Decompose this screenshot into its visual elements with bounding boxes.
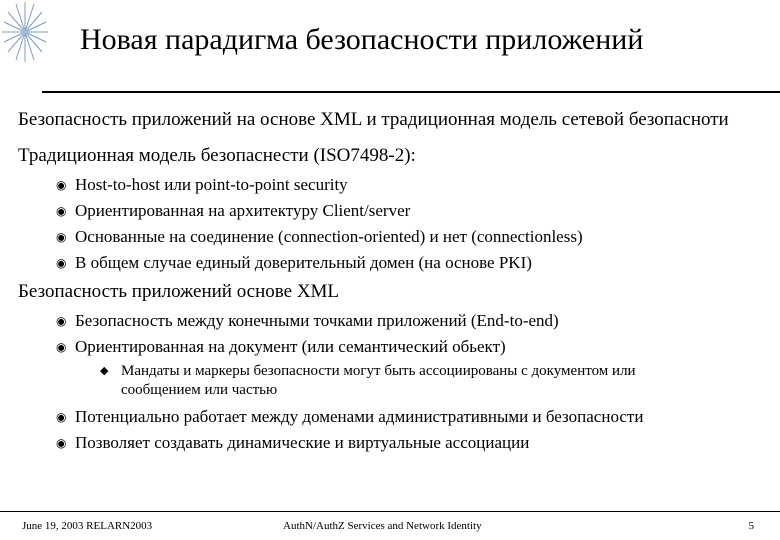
diamond-bullet-icon: ◆ xyxy=(100,365,109,377)
list-item: ◉ Потенциально работает между доменами административными и безопасности xyxy=(18,404,768,430)
list-item: ◉ Позволяет создавать динамические и виртуальные ассоциации xyxy=(18,430,768,456)
footer-date: June 19, 2003 RELARN2003 xyxy=(22,520,153,532)
list-item: ◉ Основанные на соединение (connection-oriented) и нет (connectionless) xyxy=(18,224,768,250)
circle-dot-bullet-icon: ◉ xyxy=(56,230,67,244)
circle-dot-bullet-icon: ◉ xyxy=(56,256,67,270)
circle-dot-bullet-icon: ◉ xyxy=(56,178,67,192)
footer-title: AuthN/AuthZ Services and Network Identity xyxy=(283,520,482,532)
page-title: Новая парадигма безопасности приложений xyxy=(80,23,644,56)
list-item: Традиционная модель безопаснести (ISO7498-2): xyxy=(18,145,416,166)
page-number: 5 xyxy=(748,520,754,532)
circle-dot-bullet-icon: ◉ xyxy=(56,436,67,450)
list-item: Безопасность приложений основе XML xyxy=(18,281,340,302)
list-item: Безопасность приложений на основе XML и традиционная модель сетевой безопасноти xyxy=(18,109,729,130)
list-item: ◉ Безопасность между конечными точками приложений (End-to-end) xyxy=(18,308,768,334)
list-item: ◆ Мандаты и маркеры безопасности могут быть ассоциированы с документом или сообщением или частью xyxy=(100,363,636,398)
circle-dot-bullet-icon: ◉ xyxy=(56,410,67,424)
circle-dot-bullet-icon: ◉ xyxy=(56,314,67,328)
starburst-logo-icon xyxy=(0,0,50,66)
list-item: ◉ Ориентированная на архитектуру Client/server xyxy=(18,198,768,224)
list-item: ◉ Ориентированная на документ (или семантический обьект) xyxy=(18,334,768,360)
slide-content xyxy=(18,108,768,456)
list-item: ◉ Host-to-host или point-to-point security xyxy=(18,172,768,198)
title-divider xyxy=(42,91,780,93)
circle-dot-bullet-icon: ◉ xyxy=(56,340,67,354)
circle-dot-bullet-icon: ◉ xyxy=(56,204,67,218)
footer-divider xyxy=(0,511,780,512)
list-item: ◉ В общем случае единый доверительный домен (на основе PKI) xyxy=(18,250,768,276)
